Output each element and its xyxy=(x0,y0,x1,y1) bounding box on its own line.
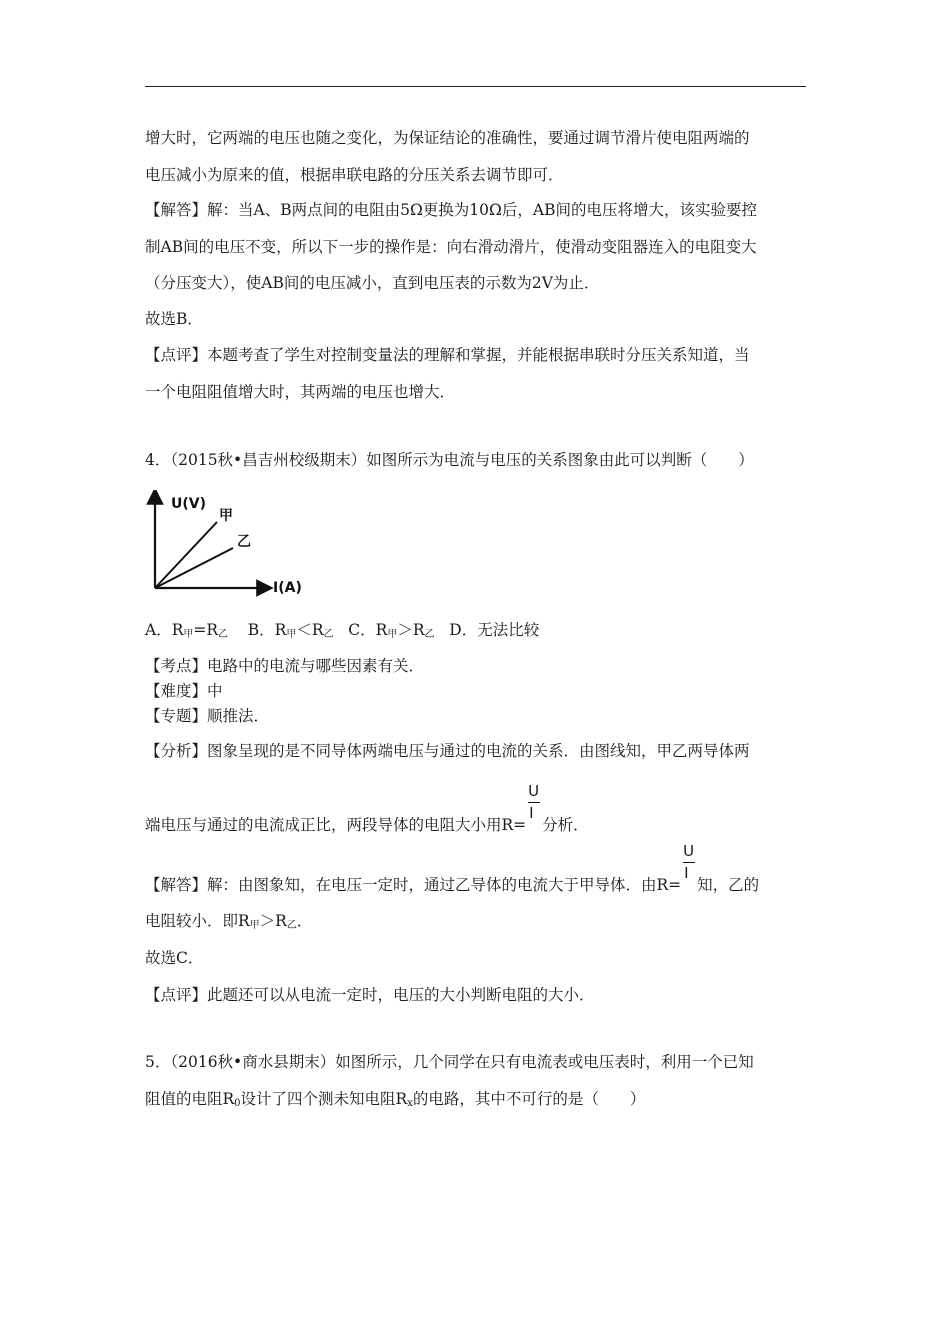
option-c: C．R甲＞R乙 xyxy=(348,621,435,640)
text-line: 电压减小为原来的值，根据串联电路的分压关系去调节即可． xyxy=(145,166,564,184)
text-line: 增大时，它两端的电压也随之变化，为保证结论的准确性，要通过调节滑片使电阻两端的 xyxy=(145,129,750,147)
text-line: 一个电阻阻值增大时，其两端的电压也增大． xyxy=(145,383,456,401)
comment-line: 【点评】此题还可以从电流一定时，电压的大小判断电阻的大小． xyxy=(145,986,595,1004)
line-yi xyxy=(155,548,233,588)
option-a: A．R甲=R乙 xyxy=(145,621,229,640)
answer-line: 【解答】解：当A、B两点间的电阻由5Ω更换为10Ω后，AB间的电压将增大，该实验要控 xyxy=(145,201,757,219)
text-line: （分压变大），使AB间的电压减小，直到电压表的示数为2V为止． xyxy=(145,274,600,292)
analysis-line-2: 端电压与通过的电流成正比，两段导体的电阻大小用R= $\frac{U}{I}$ 分析． xyxy=(145,782,589,834)
comment-line: 【点评】本题考查了学生对控制变量法的理解和掌握，并能根据串联时分压关系知道，当 xyxy=(145,346,750,364)
question-4-stem: 4．（2015秋•昌吉州校级期末）如图所示为电流与电压的关系图象由此可以判断（ ） xyxy=(145,451,754,469)
difficulty-line: 【难度】中 xyxy=(145,682,223,700)
options-line xyxy=(145,620,539,643)
question-5-stem: 5．（2016秋•商水县期末）如图所示，几个同学在只有电流表或电压表时，利用一个已知 xyxy=(145,1053,754,1071)
choice-line: 故选B． xyxy=(145,310,203,328)
text-line: 制AB间的电压不变，所以下一步的操作是：向右滑动滑片，使滑动变阻器连入的电阻变大 xyxy=(145,238,757,256)
choice-line: 故选C． xyxy=(145,949,204,967)
kaodian-line: 【考点】电路中的电流与哪些因素有关． xyxy=(145,657,425,675)
option-d: D．无法比较 xyxy=(449,621,540,639)
question-5-line-2: 阻值的电阻R0设计了四个测未知电阻Rx的电路，其中不可行的是（ ） xyxy=(145,1090,646,1109)
topic-line: 【专题】顺推法． xyxy=(145,707,270,725)
answer-line-2: 电阻较小．即R甲＞R乙． xyxy=(145,912,313,931)
line-jia xyxy=(155,522,217,588)
fraction-u-over-i: $\frac{U}{I}$ xyxy=(683,842,695,882)
line-jia-label: 甲 xyxy=(219,508,233,524)
answer-line: 【解答】解：由图象知，在电压一定时，通过乙导体的电流大于甲导体．由R= $\frac{U}{I}$ 知，乙的 xyxy=(145,842,760,894)
fraction-u-over-i: $\frac{U}{I}$ xyxy=(528,782,540,822)
y-axis-label: U(V) xyxy=(171,496,206,512)
option-b: B．R甲＜R乙 xyxy=(247,621,334,640)
iu-graph xyxy=(145,490,325,600)
x-axis-label: I(A) xyxy=(273,580,302,596)
line-yi-label: 乙 xyxy=(237,534,251,550)
header-rule xyxy=(145,86,806,87)
analysis-line: 【分析】图象呈现的是不同导体两端电压与通过的电流的关系．由图线知，甲乙两导体两 xyxy=(145,742,750,760)
